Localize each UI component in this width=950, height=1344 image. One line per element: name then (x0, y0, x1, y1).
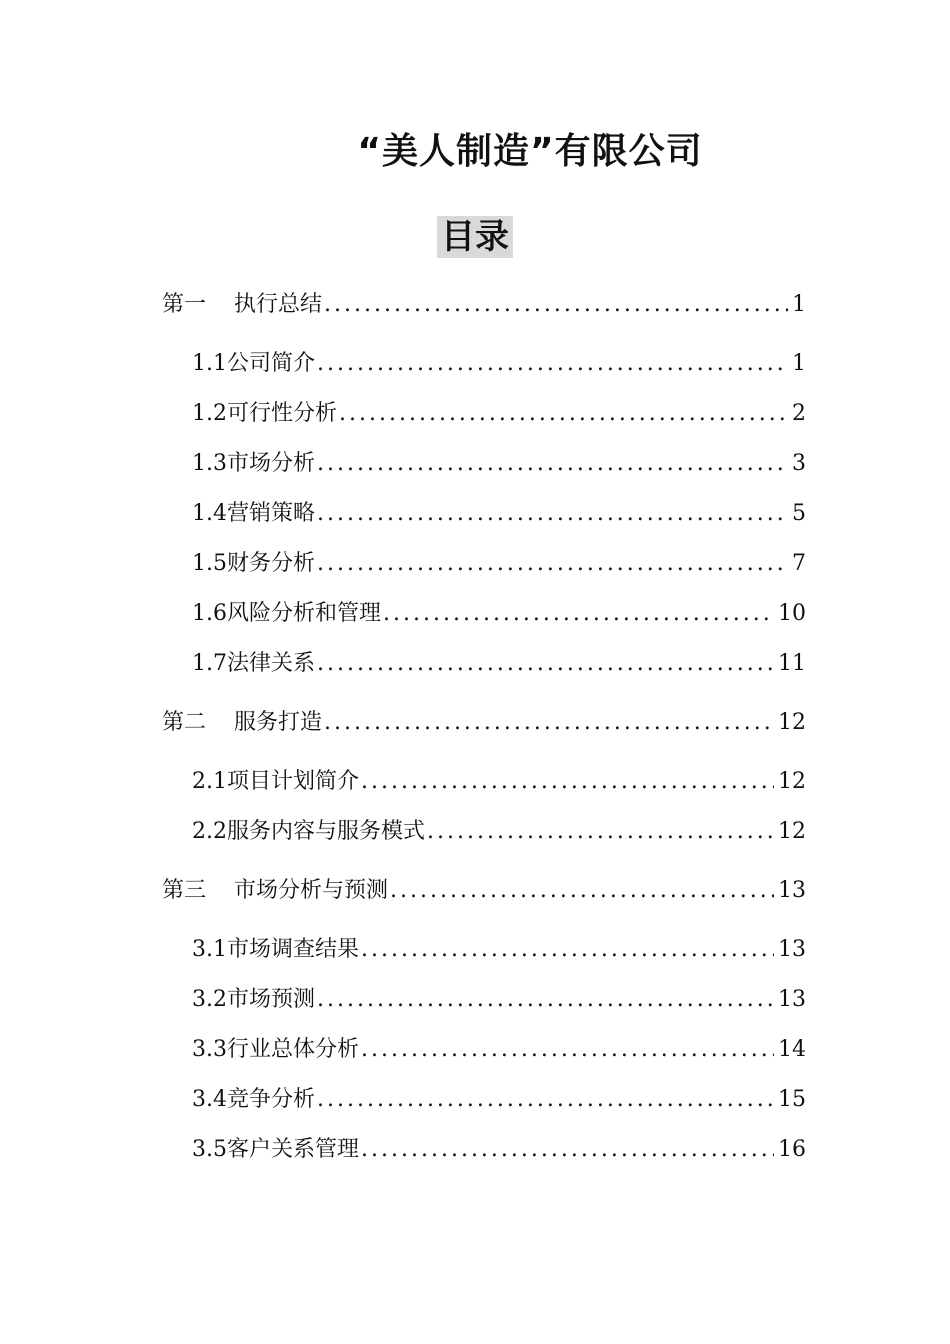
toc-section[interactable] (192, 548, 806, 580)
toc-entry-title: 财务分析 (227, 551, 316, 576)
toc-section[interactable] (192, 398, 806, 430)
dot-leader (390, 875, 774, 907)
document-title: “美人制造”有限公司 (357, 131, 703, 172)
dot-leader (317, 348, 788, 380)
toc-entry-title: 服务打造 (234, 710, 323, 735)
toc-section[interactable] (192, 766, 806, 798)
toc-entry-number: 3.3 (192, 1037, 227, 1062)
toc-entry-number: 第三 (162, 878, 207, 903)
dot-leader (383, 598, 774, 630)
toc-entry-title: 客户关系管理 (227, 1137, 360, 1162)
toc-heading: 目录 (437, 216, 513, 258)
dot-leader (324, 289, 788, 321)
toc-entry-number: 2.1 (192, 769, 227, 794)
toc-section[interactable] (192, 816, 806, 848)
toc-entry-page: 12 (778, 819, 806, 844)
toc-entry-page: 13 (778, 937, 806, 962)
toc-entry-page: 13 (778, 878, 806, 903)
toc-entry-page: 10 (778, 601, 806, 626)
toc-entry-title: 行业总体分析 (227, 1037, 360, 1062)
toc-entry-title: 市场分析与预测 (234, 878, 389, 903)
toc-entry-page: 11 (778, 651, 806, 676)
dot-leader (317, 448, 788, 480)
toc-heading-container (0, 216, 950, 258)
toc-section[interactable] (192, 934, 806, 966)
toc-entry-number: 1.7 (192, 651, 227, 676)
dot-leader (427, 816, 774, 848)
dot-leader (361, 766, 774, 798)
toc-entry-number: 3.2 (192, 987, 227, 1012)
toc-section[interactable] (192, 498, 806, 530)
toc-entry-number: 1.3 (192, 451, 227, 476)
dot-leader (317, 1084, 774, 1116)
toc-entry-page: 12 (778, 769, 806, 794)
toc-entry-number: 3.4 (192, 1087, 227, 1112)
toc-entry-title: 服务内容与服务模式 (227, 819, 426, 844)
toc-entry-number: 1.6 (192, 601, 227, 626)
toc-entry-number: 2.2 (192, 819, 227, 844)
dot-leader (317, 984, 774, 1016)
toc-entry-title: 项目计划简介 (227, 769, 360, 794)
dot-leader (317, 498, 788, 530)
toc-entry-number: 1.4 (192, 501, 227, 526)
toc-entry-page: 15 (778, 1087, 806, 1112)
toc-entry-title: 法律关系 (227, 651, 316, 676)
toc-entry-number: 1.5 (192, 551, 227, 576)
toc-section[interactable] (192, 1084, 806, 1116)
toc-entry-page: 16 (778, 1137, 806, 1162)
toc-entry-title: 风险分析和管理 (227, 601, 382, 626)
toc-entry-title: 竞争分析 (227, 1087, 316, 1112)
dot-leader (361, 934, 774, 966)
toc-section[interactable] (192, 348, 806, 380)
toc-entry-page: 14 (778, 1037, 806, 1062)
toc-entry-number: 1.1 (192, 351, 227, 376)
toc-entry-page: 1 (792, 351, 806, 376)
dot-leader (361, 1034, 774, 1066)
toc-section[interactable] (192, 1034, 806, 1066)
dot-leader (339, 398, 788, 430)
toc-entry-title: 公司简介 (227, 351, 316, 376)
toc-entry-page: 3 (792, 451, 806, 476)
toc-entry-number: 3.5 (192, 1137, 227, 1162)
toc-entry-title: 市场调查结果 (227, 937, 360, 962)
toc-entry-number: 3.1 (192, 937, 227, 962)
toc-entry-page: 7 (792, 551, 806, 576)
toc-entry-number: 第二 (162, 710, 207, 735)
dot-leader (317, 648, 774, 680)
toc-entry-page: 12 (778, 710, 806, 735)
dot-leader (324, 707, 774, 739)
toc-section[interactable] (192, 448, 806, 480)
toc-entry-number: 1.2 (192, 401, 227, 426)
toc-chapter[interactable] (162, 707, 806, 739)
toc-entry-title: 可行性分析 (227, 401, 338, 426)
toc-section[interactable] (192, 648, 806, 680)
toc-section[interactable] (192, 598, 806, 630)
toc-chapter[interactable] (162, 289, 806, 321)
toc-entry-page: 1 (792, 292, 806, 317)
toc-entry-number: 第一 (162, 292, 207, 317)
toc-entry-page: 13 (778, 987, 806, 1012)
toc-section[interactable] (192, 1134, 806, 1166)
toc-section[interactable] (192, 984, 806, 1016)
toc-entry-page: 2 (792, 401, 806, 426)
toc-entry-title: 市场预测 (227, 987, 316, 1012)
toc-entry-title: 执行总结 (234, 292, 323, 317)
toc-entry-title: 市场分析 (227, 451, 316, 476)
toc-chapter[interactable] (162, 875, 806, 907)
dot-leader (317, 548, 788, 580)
toc-entry-title: 营销策略 (227, 501, 316, 526)
dot-leader (361, 1134, 774, 1166)
toc-entry-page: 5 (792, 501, 806, 526)
